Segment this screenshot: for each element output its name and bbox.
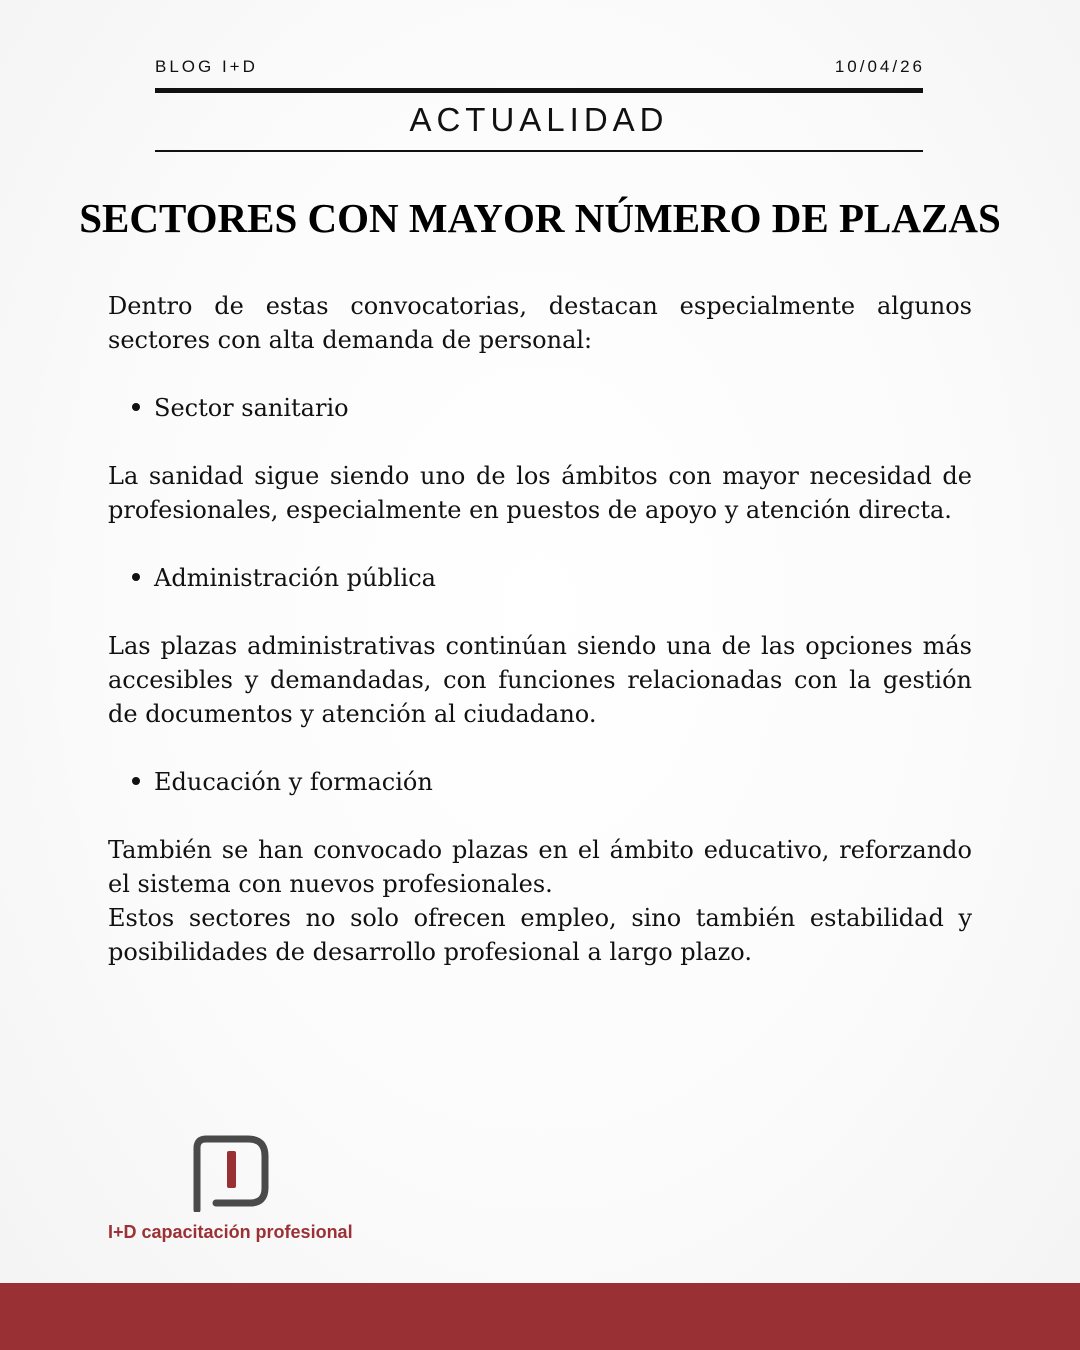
sector-description: Las plazas administrativas continúan siendo una de las opciones más accesibles y demandadas, con funciones relacionadas con la gestión de documentos y atención al ciudadano. — [108, 632, 972, 728]
sector-description: La sanidad sigue siendo uno de los ámbitos con mayor necesidad de profesionales, especialmente en puestos de apoyo y atención directa. — [108, 462, 972, 524]
section-heading: ACTUALIDAD — [409, 101, 669, 138]
blog-label: BLOG I+D — [155, 57, 258, 76]
intro-paragraph: Dentro de estas convocatorias, destacan especialmente algunos sectores con alta demanda de personal: — [108, 292, 972, 354]
header-rule-thick — [155, 88, 923, 93]
article-body — [108, 289, 972, 969]
list-item — [108, 391, 972, 425]
id-logo-icon — [192, 1134, 270, 1212]
bullet-icon — [132, 403, 140, 411]
list-item — [108, 765, 972, 799]
top-meta — [155, 57, 925, 77]
bullet-icon — [132, 573, 140, 581]
footer-bar — [0, 1283, 1080, 1350]
header-rule-thin — [155, 150, 923, 152]
post-date: 10/04/26 — [834, 57, 925, 76]
brand-tagline: I+D capacitación profesional — [108, 1222, 353, 1242]
bullet-icon — [132, 777, 140, 785]
sector-name: Educación y formación — [154, 768, 433, 796]
list-item — [108, 561, 972, 595]
closing-paragraph: Estos sectores no solo ofrecen empleo, sino también estabilidad y posibilidades de desarrollo profesional a largo plazo. — [108, 904, 972, 966]
sector-description: También se han convocado plazas en el ámbito educativo, reforzando el sistema con nuevos profesionales. — [108, 836, 972, 898]
sector-name: Sector sanitario — [154, 394, 349, 422]
sector-name: Administración pública — [154, 564, 436, 592]
article-title: SECTORES CON MAYOR NÚMERO DE PLAZAS — [79, 195, 1001, 241]
